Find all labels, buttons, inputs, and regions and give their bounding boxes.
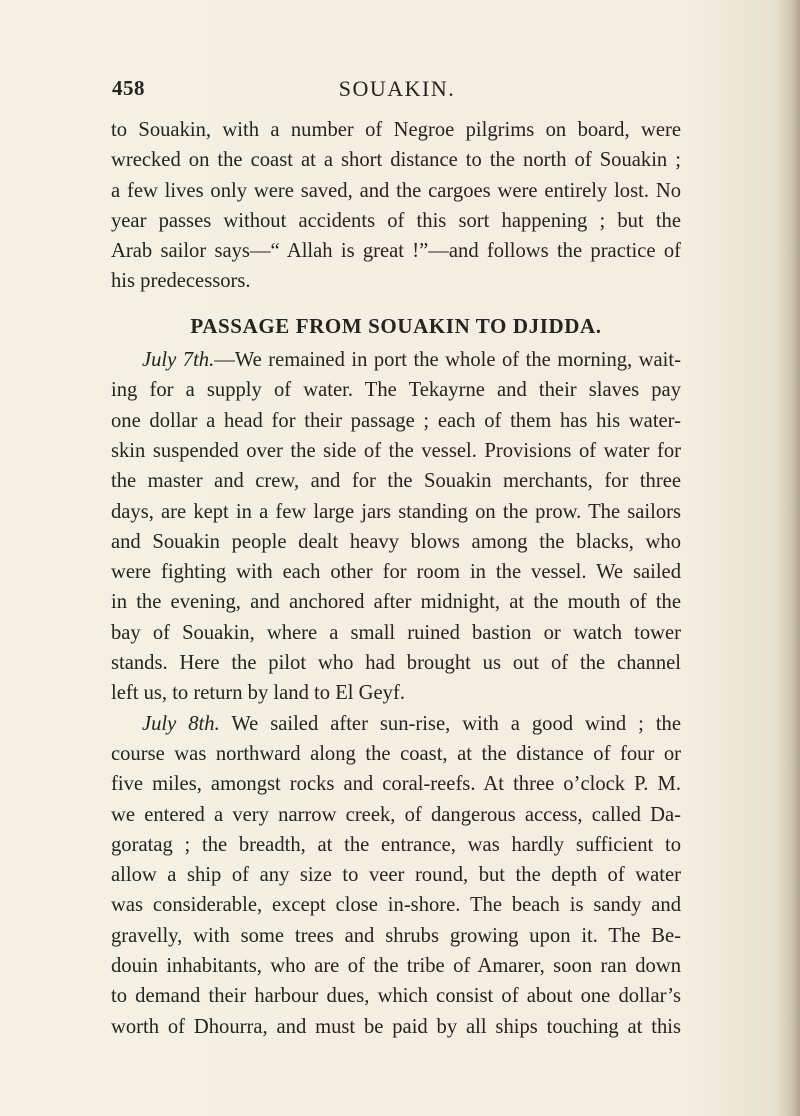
text-line: to demand their harbour dues, which consist of about one dollar’s <box>111 985 681 1008</box>
text-line: to Souakin, with a number of Negroe pilgrims on board, were <box>111 119 681 141</box>
text-line: ing for a supply of water. The Tekayrne and their slaves pay <box>111 379 681 402</box>
text-line <box>111 709 681 739</box>
text-line: his predecessors. <box>111 270 251 293</box>
paragraph-continued <box>111 115 681 297</box>
text-line: days, are kept in a few large jars standing on the prow. The sailors <box>111 500 681 523</box>
text-line: Arab sailor says—“ Allah is great !”—and follows the practice of <box>111 240 681 263</box>
text-line: course was northward along the coast, at the distance of four or <box>111 742 681 765</box>
text-line: a few lives only were saved, and the cargoes were entirely lost. No <box>111 179 681 202</box>
date-label: July 8th. <box>142 712 220 735</box>
section-heading: PASSAGE FROM SOUAKIN TO DJIDDA. <box>190 313 602 338</box>
date-label: July 7th. <box>142 349 215 372</box>
text-line: allow a ship of any size to veer round, but the depth of water <box>111 864 681 887</box>
text-line: skin suspended over the side of the vessel. Provisions of water for <box>111 439 681 462</box>
paragraph-july-7 <box>111 345 681 709</box>
text-line: we entered a very narrow creek, of dangerous access, called Da- <box>111 803 681 826</box>
text-line: douin inhabitants, who are of the tribe of Amarer, soon ran down <box>111 955 681 978</box>
text-line: left us, to return by land to El Geyf. <box>111 682 405 705</box>
text-line: five miles, amongst rocks and coral-reefs. At three o’clock P. M. <box>111 773 681 796</box>
text-line: was considerable, except close in-shore. The beach is sandy and <box>111 894 681 917</box>
text-line: the master and crew, and for the Souakin merchants, for three <box>111 470 681 493</box>
page-edge-shadow <box>778 0 800 1116</box>
text-line: worth of Dhourra, and must be paid by all ships touching at this <box>111 1015 681 1038</box>
text-line: year passes without accidents of this sort happening ; but the <box>111 209 681 232</box>
running-head: SOUAKIN. <box>338 76 456 101</box>
text-line: wrecked on the coast at a short distance to the north of Souakin ; <box>111 149 681 172</box>
paragraph-july-8 <box>111 709 681 1042</box>
text-line: one dollar a head for their passage ; each of them has his water- <box>111 409 681 432</box>
text-line: stands. Here the pilot who had brought us out of the channel <box>111 652 681 675</box>
body-text <box>111 115 681 1042</box>
page-header <box>112 76 682 106</box>
text-line: were fighting with each other for room in the vessel. We sailed <box>111 561 681 584</box>
page-number: 458 <box>112 76 145 100</box>
text-line: and Souakin people dealt heavy blows among the blacks, who <box>111 530 681 553</box>
text-line <box>111 345 681 375</box>
text-line: bay of Souakin, where a small ruined bastion or watch tower <box>111 621 681 644</box>
text-span: We sailed after sun-rise, with a good wind ; the <box>219 712 681 735</box>
text-line: goratag ; the breadth, at the entrance, was hardly sufficient to <box>111 833 681 856</box>
text-line: gravelly, with some trees and shrubs growing upon it. The Be- <box>111 924 681 947</box>
text-span: —We remained in port the whole of the morning, wait- <box>214 349 681 372</box>
text-line: in the evening, and anchored after midnight, at the mouth of the <box>111 591 681 614</box>
